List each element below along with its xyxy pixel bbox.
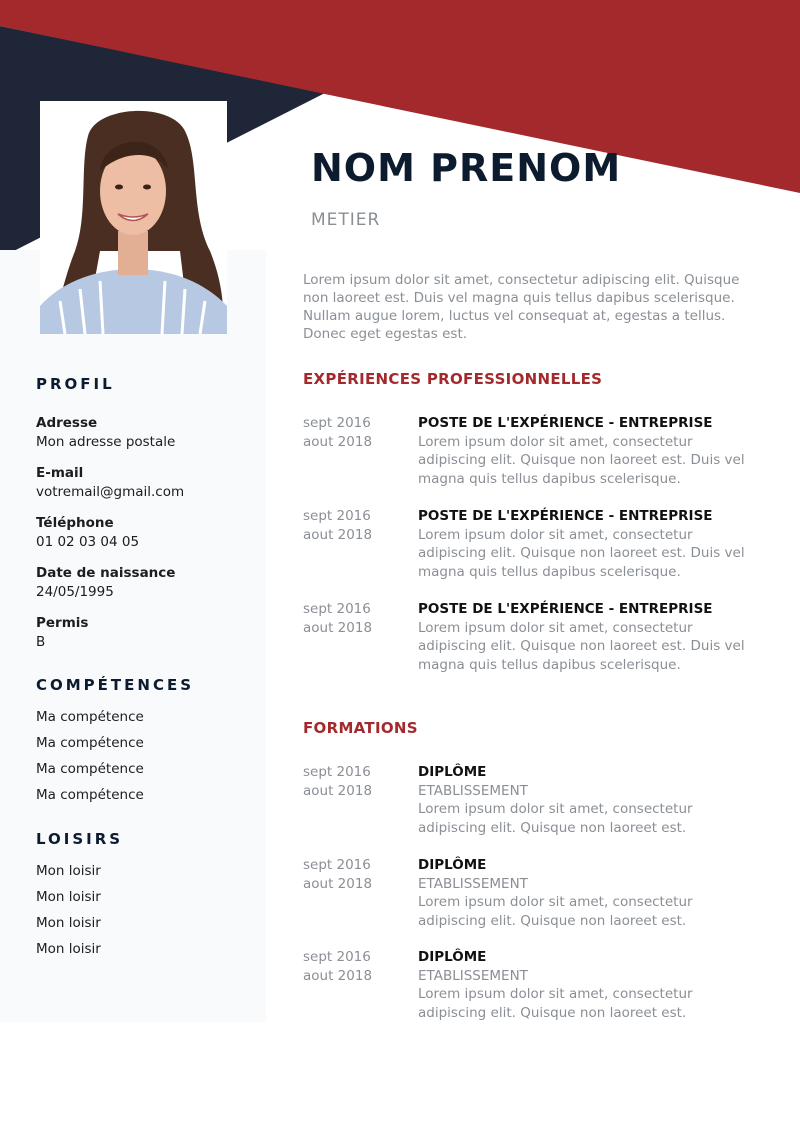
start-date: sept 2016 — [303, 857, 371, 873]
competences-list — [36, 704, 256, 808]
field-label: Téléphone — [36, 515, 114, 531]
formation-description: Lorem ipsum dolor sit amet, consectetur adipiscing elit. Quisque non laoreet est. — [418, 801, 693, 836]
field-label: Permis — [36, 615, 89, 631]
competences-section-title: COMPÉTENCES — [36, 676, 195, 694]
list-item: Ma compétence — [36, 787, 144, 803]
end-date: aout 2018 — [303, 619, 373, 636]
field-label: Adresse — [36, 415, 98, 431]
end-date: aout 2018 — [303, 782, 373, 799]
competences-section — [36, 676, 256, 808]
loisirs-section — [36, 830, 256, 962]
loisirs-section-title: LOISIRS — [36, 830, 124, 848]
entry-dates — [303, 763, 413, 800]
start-date: sept 2016 — [303, 508, 371, 524]
degree-title: DIPLÔME — [418, 949, 487, 965]
school-name: ETABLISSEMENT — [418, 782, 528, 799]
job-title: METIER — [311, 210, 381, 230]
entry-body — [418, 763, 753, 837]
start-date: sept 2016 — [303, 764, 371, 780]
field-value: Mon adresse postale — [36, 434, 176, 450]
end-date: aout 2018 — [303, 875, 373, 892]
field-value: 01 02 03 04 05 — [36, 534, 140, 550]
end-date: aout 2018 — [303, 433, 373, 450]
full-name: NOM PRENOM — [311, 146, 622, 190]
end-date: aout 2018 — [303, 967, 373, 984]
school-name: ETABLISSEMENT — [418, 967, 528, 984]
experiences-section-title: EXPÉRIENCES PROFESSIONNELLES — [303, 370, 603, 388]
degree-title: DIPLÔME — [418, 857, 487, 873]
profile-photo — [40, 101, 227, 334]
list-item: Mon loisir — [36, 915, 101, 931]
list-item: Mon loisir — [36, 941, 101, 957]
loisirs-list — [36, 858, 256, 962]
entry-body — [418, 856, 753, 930]
start-date: sept 2016 — [303, 601, 371, 617]
entry-body — [418, 600, 753, 674]
end-date: aout 2018 — [303, 526, 373, 543]
entry-body — [418, 507, 753, 581]
entry-body — [418, 948, 753, 1022]
experience-title: POSTE DE L'EXPÉRIENCE - ENTREPRISE — [418, 508, 713, 524]
entry-dates — [303, 948, 413, 985]
field-value: votremail@gmail.com — [36, 484, 185, 500]
entry-body — [418, 414, 753, 488]
sidebar — [36, 375, 256, 962]
start-date: sept 2016 — [303, 949, 371, 965]
formations-section-title: FORMATIONS — [303, 719, 418, 737]
experience-description: Lorem ipsum dolor sit amet, consectetur adipiscing elit. Quisque non laoreet est. Duis vel magna quis tellus dapibus scelerisque. — [418, 619, 745, 673]
list-item: Mon loisir — [36, 863, 101, 879]
profil-section-title: PROFIL — [36, 375, 115, 393]
entry-dates — [303, 507, 413, 544]
profil-fields — [36, 414, 256, 652]
list-item: Mon loisir — [36, 889, 101, 905]
field-birthdate — [36, 564, 256, 602]
experience-title: POSTE DE L'EXPÉRIENCE - ENTREPRISE — [418, 601, 713, 617]
entry-dates — [303, 600, 413, 637]
field-phone — [36, 514, 256, 552]
field-value: 24/05/1995 — [36, 584, 114, 600]
list-item: Ma compétence — [36, 735, 144, 751]
formation-description: Lorem ipsum dolor sit amet, consectetur adipiscing elit. Quisque non laoreet est. — [418, 986, 693, 1021]
list-item: Ma compétence — [36, 709, 144, 725]
school-name: ETABLISSEMENT — [418, 875, 528, 892]
portrait-illustration — [40, 101, 227, 334]
experience-description: Lorem ipsum dolor sit amet, consectetur adipiscing elit. Quisque non laoreet est. Duis vel magna quis tellus dapibus scelerisque. — [418, 526, 745, 580]
experience-description: Lorem ipsum dolor sit amet, consectetur adipiscing elit. Quisque non laoreet est. Duis vel magna quis tellus dapibus scelerisque. — [418, 433, 745, 487]
header-identity — [311, 146, 621, 230]
field-label: E-mail — [36, 465, 84, 481]
field-value: B — [36, 634, 46, 650]
experience-title: POSTE DE L'EXPÉRIENCE - ENTREPRISE — [418, 415, 713, 431]
entry-dates — [303, 414, 413, 451]
list-item: Ma compétence — [36, 761, 144, 777]
field-email — [36, 464, 256, 502]
start-date: sept 2016 — [303, 415, 371, 431]
degree-title: DIPLÔME — [418, 764, 487, 780]
field-license — [36, 614, 256, 652]
field-address — [36, 414, 256, 452]
entry-dates — [303, 856, 413, 893]
formation-description: Lorem ipsum dolor sit amet, consectetur adipiscing elit. Quisque non laoreet est. — [418, 894, 693, 929]
field-label: Date de naissance — [36, 565, 176, 581]
profile-summary: Lorem ipsum dolor sit amet, consectetur adipiscing elit. Quisque non laoreet est. Duis vel magna quis tellus dapibus scelerisque. Nullam augue lorem, luctus vel consequat at, egestas a tellus. Donec eget egestas est. — [303, 272, 740, 342]
